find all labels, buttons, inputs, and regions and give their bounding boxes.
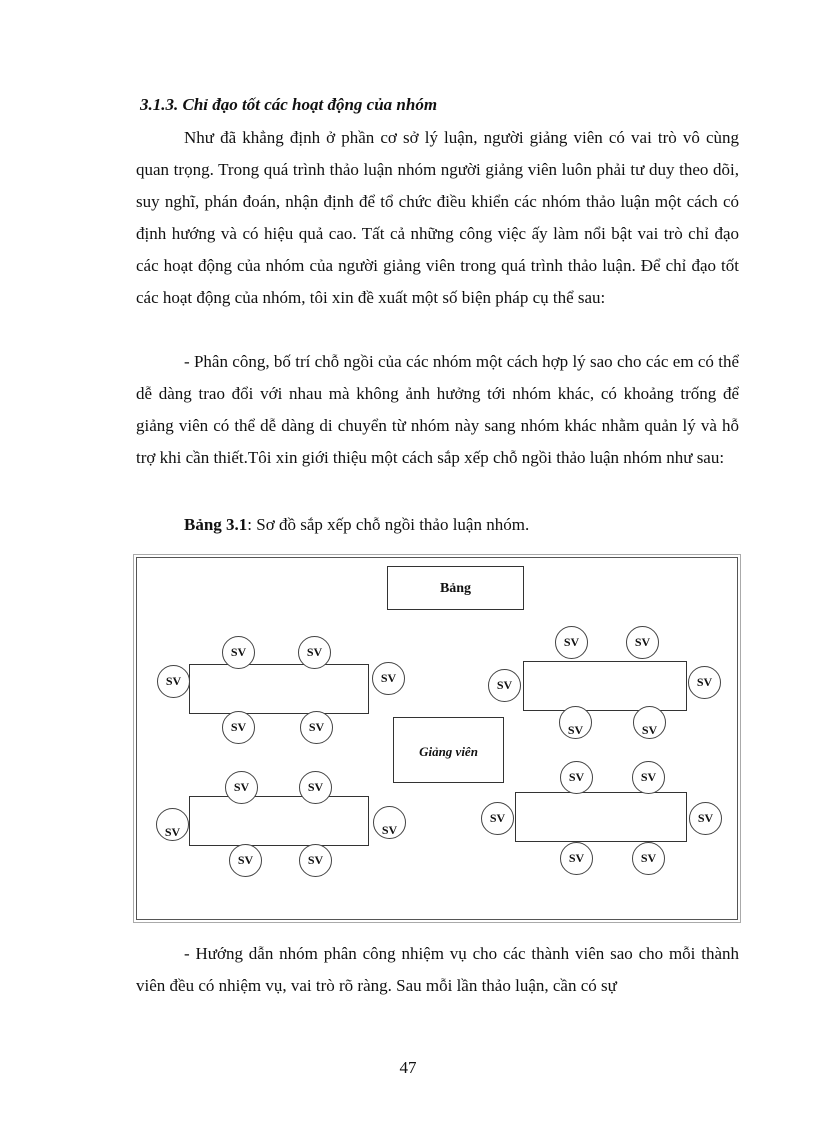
caption-text: : Sơ đồ sắp xếp chỗ ngồi thảo luận nhóm. [247, 515, 530, 534]
caption-label: Bảng 3.1 [184, 515, 248, 534]
section-heading: 3.1.3. Chỉ đạo tốt các hoạt động của nhóm [140, 95, 438, 114]
seat: SV [632, 842, 665, 875]
seat: SV [157, 665, 190, 698]
seat: SV [555, 626, 588, 659]
paragraph-seating: - Phân công, bố trí chỗ ngồi của các nhóm một cách hợp lý sao cho các em có thể dễ dàng trao đổi với nhau mà không ảnh hưởng tới nhóm khác, có khoảng trống để giảng viên có thể dễ dàng di chuyển từ nhóm này sang nhóm khác nhằm quản lý và hỗ trợ khi cần thiết.Tôi xin giới thiệu một cách sắp xếp chỗ ngồi thảo luận nhóm như sau: [136, 352, 739, 467]
page-number: 47 [399, 1058, 417, 1077]
group-table-bottom-left [189, 796, 369, 846]
paragraph-intro: Như đã khẳng định ở phần cơ sở lý luận, người giảng viên có vai trò vô cùng quan trọng. Trong quá trình thảo luận nhóm người giảng viên luôn phải tư duy theo dõi, suy nghĩ, phán đoán, nhận định để tổ chức điều khiển các nhóm thảo luận một cách có định hướng và có hiệu quả cao. Tất cả những công việc ấy làm nổi bật vai trò chỉ đạo các hoạt động của nhóm của người giảng viên trong quá trình thảo luận. Để chỉ đạo tốt các hoạt động của nhóm, tôi xin đề xuất một số biện pháp cụ thể sau: [136, 128, 739, 307]
seat: SV [222, 636, 255, 669]
board-label: Bảng [439, 581, 472, 596]
seat: SV [299, 771, 332, 804]
seat: SV [633, 706, 666, 739]
seat: SV [689, 802, 722, 835]
teacher-box [393, 717, 504, 783]
seat: SV [632, 761, 665, 794]
teacher-label: Giảng viên [419, 744, 478, 759]
group-table-top-left [189, 664, 369, 714]
paragraph-tasks: - Hướng dẫn nhóm phân công nhiệm vụ cho các thành viên sao cho mỗi thành viên đều có nhiệm vụ, vai trò rõ ràng. Sau mỗi lần thảo luận, cần có sự [136, 944, 739, 995]
seat: SV [300, 711, 333, 744]
seat: SV [156, 808, 189, 841]
seat: SV [299, 844, 332, 877]
seat: SV [560, 761, 593, 794]
seat: SV [222, 711, 255, 744]
seat: SV [481, 802, 514, 835]
seat: SV [373, 806, 406, 839]
group-table-bottom-right [515, 792, 687, 842]
seat: SV [626, 626, 659, 659]
seat: SV [372, 662, 405, 695]
seat: SV [229, 844, 262, 877]
seat: SV [560, 842, 593, 875]
seating-diagram [136, 557, 738, 920]
table-caption [184, 515, 529, 535]
seat: SV [225, 771, 258, 804]
board-box [387, 566, 524, 610]
seat: SV [488, 669, 521, 702]
seat: SV [688, 666, 721, 699]
seat: SV [559, 706, 592, 739]
group-table-top-right [523, 661, 687, 711]
seat: SV [298, 636, 331, 669]
